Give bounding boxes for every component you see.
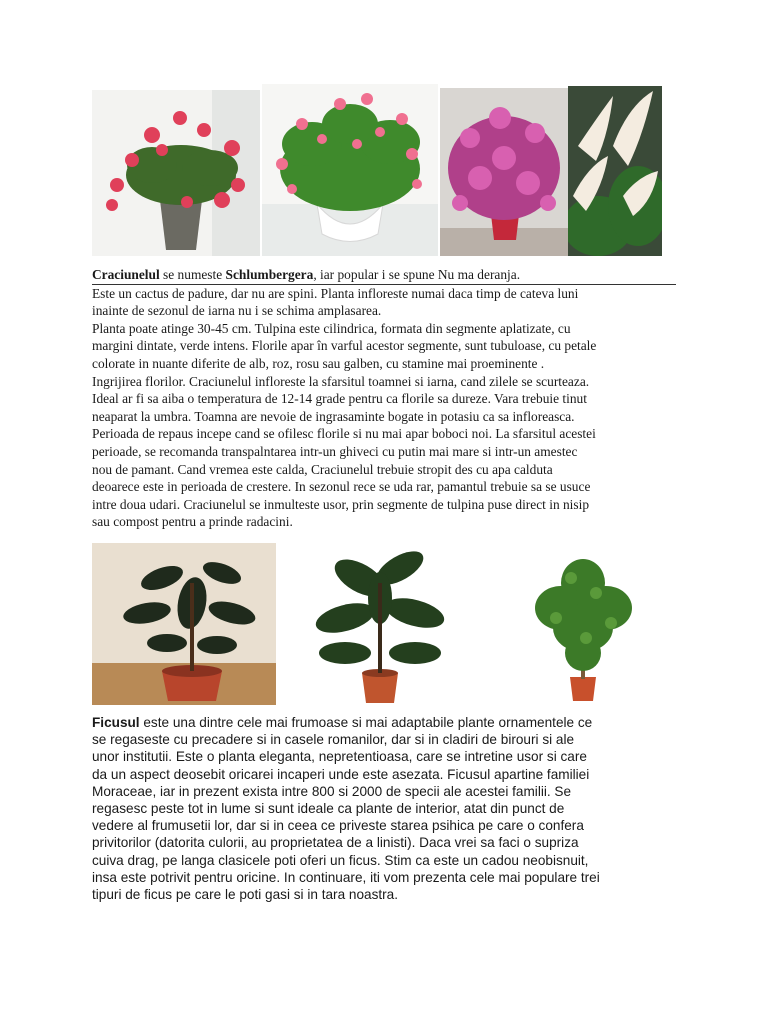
photo-weeping-fig-pot [506, 543, 660, 705]
body-line: Ideal ar fi sa aiba o temperatura de 12-14 grade pentru ca florile sa dureze. Vara trebuie tinut [92, 391, 587, 407]
body-line: tipuri de ficus pe care le poti gasi si in tara noastra. [92, 887, 399, 903]
craciunelul-heading [92, 266, 676, 285]
body-line: colorate in nuante diferite de alb, roz, rosu sau galben, cu stamine mai proeminente . [92, 355, 545, 371]
body-line: vedere al frumusetii lor, dar si in ceea ce priveste starea psihica pe care o confera [92, 818, 584, 834]
body-line: deoarece este in perioada de crestere. In sezonul rece se uda rar, pamantul trebuie sa se usuce [92, 479, 591, 495]
photo-rubber-plant-room [92, 543, 276, 705]
photo-christmas-cactus-magenta [440, 88, 568, 256]
photo-rubber-plant-pot [300, 543, 460, 705]
body-line: cuiva drag, pe langa clasicele poti oferi un ficus. Stim ca este un cadou neobisnuit, [92, 852, 589, 868]
body-line: Moraceae, iar in prezent exista intre 800 si 2000 de specii ale acestei familii. Se [92, 783, 572, 799]
body-line: perioade, se recomanda transpalntarea intr-un ghiveci cu putin mai mare si intr-un amestec [92, 443, 578, 459]
heading-text-1: se numeste [159, 267, 226, 282]
heading-ficusul: Ficusul [92, 715, 140, 730]
craciunelul-section [92, 266, 680, 531]
body-line: inainte de sezonul de iarna nu i se schima amplasarea. [92, 303, 382, 319]
body-line: sau compost pentru a prinde radacini. [92, 514, 293, 530]
body-line: unor institutii. Este o planta eleganta, nepretentioasa, care se intretine usor si care [92, 749, 587, 765]
body-line: Planta poate atinge 30-45 cm. Tulpina este cilindrica, formata din segmente aplatizate, cu [92, 320, 571, 336]
photo-christmas-cactus-white-flowers [568, 86, 662, 256]
body-line: se regaseste cu precadere si in casele romanilor, dar si in cladiri de birouri si ale [92, 732, 575, 748]
heading-schlumbergera: Schlumbergera [225, 267, 314, 282]
body-line: intre doua udari. Craciunelul se inmulteste usor, prin segmente de tulpina puse direct in nisip [92, 496, 590, 512]
body-line-first [92, 714, 682, 731]
ficusul-section [92, 714, 682, 903]
first-line-rest: este una dintre cele mai frumoase si mai adaptabile plante ornamentele ce [139, 715, 593, 730]
body-line: Ingrijirea florilor. Craciunelul infloreste la sfarsitul toamnei si iarna, cand zilele se scurteaza. [92, 373, 590, 389]
body-line: privitorilor (datorita culorii, au proprietatea de a linisti). Daca vrei sa faci o supriza [92, 835, 579, 851]
body-line: da un aspect deosebit oricarei incaperi unde este asezata. Ficusul apartine familiei [92, 766, 590, 782]
body-line: margini dintate, verde intens. Florile apar în varful acestor segmente, sunt tubuloase, cu petale [92, 338, 597, 354]
heading-text-2: , iar popular i se spune Nu ma deranja. [313, 267, 521, 282]
body-line: Este un cactus de padure, dar nu are spini. Planta infloreste numai daca timp de cateva luni [92, 285, 579, 301]
body-line: insa este potrivit pentru oricine. In continuare, iti vom prezenta cele mai populare trei [92, 869, 600, 885]
body-line: regasesc peste tot in lume si sunt ideale ca plante de interior, atat din punct de [92, 801, 565, 817]
body-line: neaparat la umbra. Toamna are nevoie de ingrasaminte bogate in potasiu ca sa infloreasca. [92, 408, 575, 424]
body-line: nou de pamant. Cand vremea este calda, Craciunelul trebuie stropit des cu apa calduta [92, 461, 553, 477]
body-line: Perioada de repaus incepe cand se ofilesc florile si nu mai apar boboci noi. La sfarsitul acestei [92, 426, 596, 442]
photo-christmas-cactus-grey-pot [92, 90, 260, 256]
heading-craciunelul: Craciunelul [92, 267, 160, 282]
photo-christmas-cactus-white-pot [262, 84, 438, 256]
